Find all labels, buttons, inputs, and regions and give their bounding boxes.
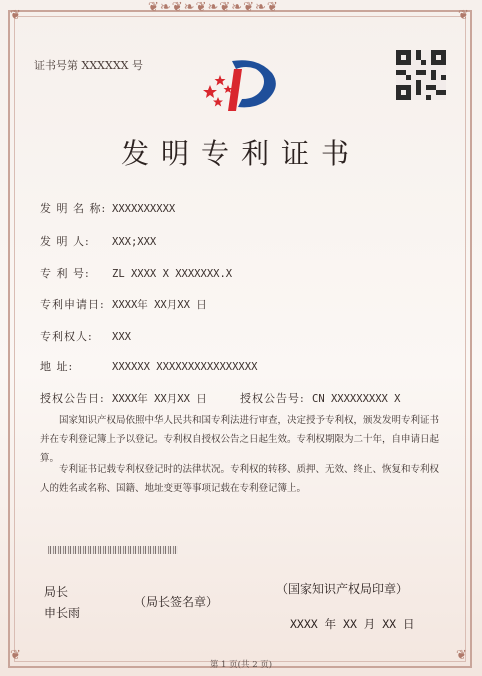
field-label: 专利申请日: (40, 298, 105, 311)
field-value: ZL XXXX X XXXXXXX.X (112, 268, 233, 280)
barcode-icon (48, 546, 178, 554)
field-value: XXXXXX XXXXXXXXXXXXXXXX (112, 361, 258, 373)
field-label: 地 址: (40, 360, 74, 373)
director-name: 申长雨 (44, 606, 81, 620)
paragraph-grant-statement: 国家知识产权局依照中华人民共和国专利法进行审查，决定授予专利权，颁发发明专利证书并在专利登记簿上予以登记。专利权自授权公告之日起生效。专利权期限为二十年，自申请日起算。 (40, 415, 440, 464)
field-value: CN XXXXXXXXX X (312, 393, 401, 405)
certificate-number-value: XXXXXX (81, 59, 129, 72)
field-label: 授权公告日: (40, 392, 105, 405)
qr-code-icon (396, 50, 446, 100)
office-seal: （国家知识产权局印章） (276, 582, 409, 596)
field-label: 授权公告号: (240, 392, 305, 405)
field-label: 发 明 名 称: (40, 202, 107, 215)
bottom-right-corner-ornament: ❦ (456, 648, 468, 663)
field-label: 发 明 人: (40, 235, 90, 248)
bottom-left-corner-ornament: ❦ (10, 648, 22, 663)
certificate-title: 发明专利证书 (120, 137, 361, 170)
top-left-corner-ornament: ❦ (10, 8, 22, 23)
field-grant-number (240, 390, 401, 406)
certificate-number (34, 57, 143, 73)
field-value: XXX (112, 331, 131, 343)
field-value: XXXX年 XX月XX 日 (112, 299, 207, 311)
certificate-number-suffix: 号 (132, 59, 143, 72)
field-value: XXX;XXX (112, 236, 157, 248)
field-label: 专利权人: (40, 330, 93, 343)
field-application-date (40, 296, 207, 312)
certificate-number-label: 证书号第 (34, 59, 78, 72)
field-grant-date (40, 390, 207, 406)
field-address (40, 358, 257, 374)
field-patent-number (40, 265, 232, 281)
paragraph-legal-status: 专利证书记载专利权登记时的法律状况。专利权的转移、质押、无效、终止、恢复和专利权人的姓名或名称、国籍、地址变更等事项记载在专利登记簿上。 (40, 464, 440, 494)
field-invention-name (40, 200, 175, 216)
field-value: XXXXXXXXXX (112, 203, 176, 215)
director-seal: （局长签名章） (134, 595, 219, 609)
field-patentee (40, 328, 131, 344)
field-value: XXXX年 XX月XX 日 (112, 393, 207, 405)
director-label: 局长 (44, 585, 69, 599)
page-footer: 第 1 页(共 2 页) (209, 660, 273, 670)
top-ornament: ❦❧❦❧❦❧❦❧❦❧❦ (148, 0, 279, 15)
issue-date: XXXX 年 XX 月 XX 日 (290, 617, 415, 631)
patent-emblem-icon (196, 55, 286, 115)
top-right-corner-ornament: ❦ (458, 8, 470, 23)
field-inventor (40, 233, 156, 249)
field-label: 专 利 号: (40, 267, 90, 280)
